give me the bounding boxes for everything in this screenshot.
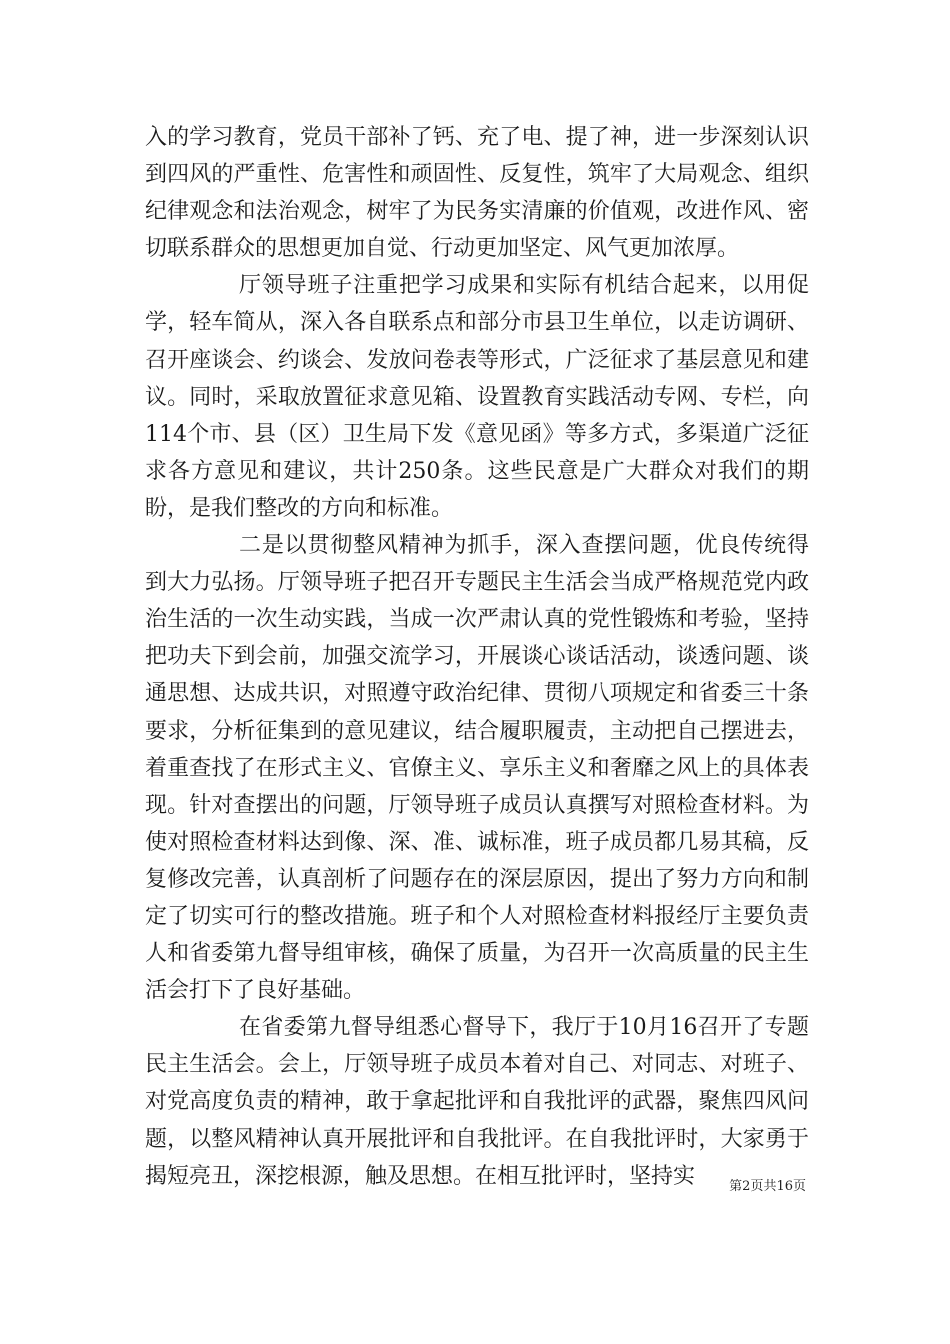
paragraph-2: 厅领导班子注重把学习成果和实际有机结合起来，以用促学，轻车简从，深入各自联系点和部分市县卫生单位，以走访调研、召开座谈会、约谈会、发放问卷表等形式，广泛征求了基层意见和建议。同时，采取放置征求意见箱、设置教育实践活动专网、专栏，向114个市、县（区）卫生局下发《意见函》等多方式，多渠道广泛征求各方意见和建议，共计250条。这些民意是广大群众对我们的期盼，是我们整改的方向和标准。 xyxy=(145,273,809,521)
paragraph-4: 在省委第九督导组悉心督导下，我厅于10月16召开了专题民主生活会。会上，厅领导班子成员本着对自己、对同志、对班子、对党高度负责的精神，敢于拿起批评和自我批评的武器，聚焦四风问题，以整风精神认真开展批评和自我批评。在自我批评时，大家勇于揭短亮丑，深挖根源，触及思想。在相互批评时，坚持实 xyxy=(145,1015,809,1189)
body-text xyxy=(145,119,809,1195)
paragraph-1: 入的学习教育，党员干部补了钙、充了电、提了神，进一步深刻认识到四风的严重性、危害性和顽固性、反复性，筑牢了大局观念、组织纪律观念和法治观念，树牢了为民务实清廉的价值观，改进作风、密切联系群众的思想更加自觉、行动更加坚定、风气更加浓厚。 xyxy=(145,125,809,262)
paragraph-3: 二是以贯彻整风精神为抓手，深入查摆问题，优良传统得到大力弘扬。厅领导班子把召开专题民主生活会当成严格规范党内政治生活的一次生动实践，当成一次严肃认真的党性锻炼和考验，坚持把功夫下到会前，加强交流学习，开展谈心谈话活动，谈透问题、谈通思想、达成共识，对照遵守政治纪律、贯彻八项规定和省委三十条要求，分析征集到的意见建议，结合履职履责，主动把自己摆进去，着重查找了在形式主义、官僚主义、享乐主义和奢靡之风上的具体表现。针对查摆出的问题，厅领导班子成员认真撰写对照检查材料。为使对照检查材料达到像、深、准、诚标准，班子成员都几易其稿，反复修改完善，认真剖析了问题存在的深层原因，提出了努力方向和制定了切实可行的整改措施。班子和个人对照检查材料报经厅主要负责人和省委第九督导组审核，确保了质量，为召开一次高质量的民主生活会打下了良好基础。 xyxy=(145,533,809,1004)
page-number: 第2页共16页 xyxy=(729,1179,806,1194)
